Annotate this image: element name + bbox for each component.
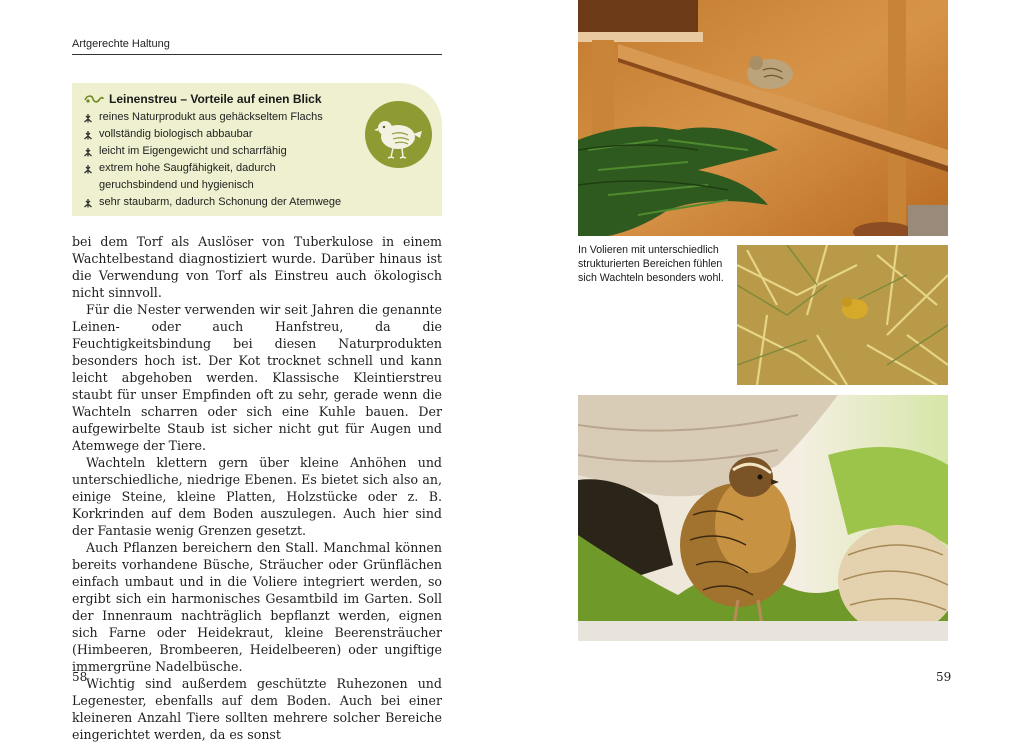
quail-footprint-icon (83, 147, 93, 157)
list-item (82, 109, 357, 126)
quail-footprint-icon (83, 198, 93, 208)
list-item-text: vollständig biologisch abbaubar (99, 128, 253, 140)
list-item (82, 143, 357, 160)
advantages-list (82, 109, 357, 211)
info-box-title-text: Leinenstreu – Vorteile auf einen Blick (109, 92, 322, 106)
list-item-text: sehr staubarm, dadurch Schonung der Atemwege (99, 196, 342, 208)
quail-badge (365, 101, 432, 168)
body-text (72, 233, 442, 743)
photo-quail-in-conifer (737, 245, 948, 385)
photo-quail-on-beam (578, 0, 948, 236)
quail-footprint-icon (83, 164, 93, 174)
list-item (82, 160, 357, 194)
list-item (82, 126, 357, 143)
page-number-right: 59 (936, 670, 952, 684)
list-item-text: leicht im Eigengewicht und scharrfähig (99, 145, 287, 157)
swirl-icon (84, 93, 104, 105)
list-item-text: extrem hohe Saugfähigkeit, dadurch geruchsbindend und hygienisch (99, 162, 276, 191)
quail-footprint-icon (83, 113, 93, 123)
list-item-text: reines Naturprodukt aus gehäckseltem Flachs (99, 111, 323, 123)
header-rule (72, 54, 442, 55)
quail-icon (365, 101, 432, 168)
list-item (82, 194, 357, 211)
right-page (510, 0, 1020, 724)
info-box-title (84, 92, 322, 106)
page-number-left: 58 (72, 670, 88, 684)
quail-footprint-icon (83, 130, 93, 140)
info-box (72, 83, 442, 216)
paragraph: bei dem Torf als Auslöser von Tuberkulose in einem Wachtelbestand diagnostiziert wurde. Darüber hinaus ist die Verwendung von Torf als Einstreu auch ökologisch nicht sinnvoll. (72, 234, 442, 300)
left-page (0, 0, 510, 742)
running-head: Artgerechte Haltung (72, 38, 170, 50)
photo-caption: In Volieren mit unterschiedlich strukturierten Bereichen fühlen sich Wachteln besonders wohl. (578, 244, 724, 284)
paragraph: Wachteln klettern gern über kleine Anhöhen und unterschiedliche, niedrige Ebenen. Es bietet sich also an, einige Steine, kleine Platten, Holzstücke oder z. B. Korkrinden auf dem Boden auszulegen. Auch hier sind der Fantasie wenig Grenzen gesetzt. (72, 455, 442, 538)
paragraph: Wichtig sind außerdem geschützte Ruhezonen und Legenester, ebenfalls auf dem Boden. Auch bei einer kleineren Anzahl Tiere sollten mehrere solcher Bereiche eingerichtet werden, da es sonst (72, 676, 442, 742)
paragraph: Für die Nester verwenden wir seit Jahren die genannte Leinen- oder auch Hanfstreu, da die Feuchtigkeitsbindung bei diesen Naturprodukten besonders hoch ist. Der Kot trocknet schnell und kann leicht abgehoben werden. Klassische Kleintierstreu staubt für unser Empfinden oft zu sehr, gerade wenn die Wachteln scharren oder sich eine Kuhle bauen. Der aufgewirbelte Staub ist sicher nicht gut für Augen und Atemwege der Tiere. (72, 302, 442, 453)
photo-quails-on-moss (578, 395, 948, 641)
paragraph: Auch Pflanzen bereichern den Stall. Manchmal können bereits vorhandene Büsche, Sträucher oder Grünflächen einfach umbaut und in die Voliere integriert werden, so ergibt sich ein harmonisches Gesamtbild im Garten. Soll der Innenraum nachträglich bepflanzt werden, eignen sich Farne oder Heidekraut, kleine Beerensträucher (Himbeeren, Brombeeren, Heidelbeeren) oder ungiftige immergrüne Nadelbüsche. (72, 540, 442, 674)
